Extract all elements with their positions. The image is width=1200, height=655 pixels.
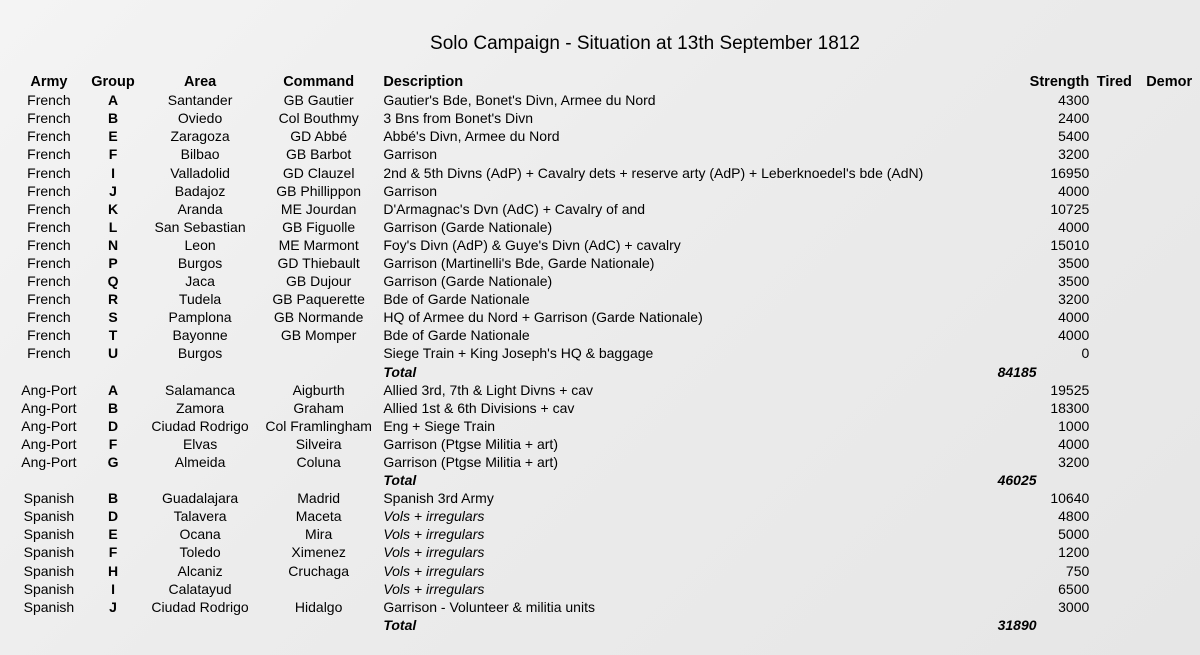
tired-cell: [1090, 254, 1138, 272]
strength-cell: 3500: [1058, 254, 1090, 271]
tired-cell: [1090, 399, 1138, 417]
area-cell: Jaca: [185, 273, 215, 290]
area-cell: Toledo: [179, 544, 221, 561]
table-row: [10, 562, 1200, 580]
description-cell: Garrison (Martinelli's Bde, Garde Nationale): [383, 254, 655, 271]
demor-cell: [1138, 616, 1200, 634]
army-cell: Ang-Port: [21, 399, 77, 416]
description-cell: 3 Bns from Bonet's Divn: [383, 110, 534, 127]
army-cell: Spanish: [23, 598, 75, 615]
command-cell: Madrid: [297, 490, 341, 507]
description-cell: Bde of Garde Nationale: [383, 327, 530, 344]
table-header-row: [10, 73, 1200, 91]
demor-cell: [1138, 381, 1200, 399]
area-cell: Zaragoza: [170, 128, 230, 145]
group-cell: G: [107, 454, 119, 471]
group-cell: P: [108, 254, 118, 271]
strength-cell: 4000: [1058, 218, 1090, 235]
command-cell: GD Clauzel: [282, 164, 355, 181]
army-cell: French: [27, 218, 71, 235]
demor-cell: [1138, 543, 1200, 561]
area-cell: Guadalajara: [161, 490, 239, 507]
area-cell: Ciudad Rodrigo: [151, 598, 249, 615]
strength-cell: 1200: [1058, 544, 1090, 561]
strength-cell: 10725: [1050, 200, 1090, 217]
area-cell: Bilbao: [180, 146, 220, 163]
army-cell: Spanish: [23, 580, 75, 597]
demor-cell: [1138, 489, 1200, 507]
strength-cell: 4300: [1058, 92, 1090, 109]
tired-cell: [1090, 218, 1138, 236]
table-row: [10, 344, 1200, 362]
demor-cell: [1138, 363, 1200, 381]
command-cell: Maceta: [295, 508, 342, 525]
demor-cell: [1138, 562, 1200, 580]
strength-cell: 18300: [1050, 399, 1090, 416]
tired-cell: [1090, 489, 1138, 507]
demor-cell: [1138, 598, 1200, 616]
total-row: [10, 471, 1200, 489]
strength-cell: 19525: [1050, 381, 1090, 398]
demor-cell: [1138, 344, 1200, 362]
table-row: [10, 145, 1200, 163]
table-row: [10, 598, 1200, 616]
command-cell: Mira: [305, 526, 333, 543]
tired-cell: [1090, 326, 1138, 344]
demor-cell: [1138, 91, 1200, 109]
command-cell: [262, 363, 375, 381]
demor-cell: [1138, 435, 1200, 453]
area-cell: Leon: [184, 236, 216, 253]
demor-cell: [1138, 290, 1200, 308]
table-row: [10, 91, 1200, 109]
strength-cell: 1000: [1058, 417, 1090, 434]
army-cell: [10, 363, 88, 381]
command-cell: [262, 616, 375, 634]
group-cell: F: [108, 544, 118, 561]
command-cell: Col Framlingham: [265, 417, 372, 434]
strength-cell: 5000: [1058, 526, 1090, 543]
command-cell: Graham: [293, 399, 344, 416]
army-cell: Spanish: [23, 562, 75, 579]
army-cell: French: [27, 128, 71, 145]
table-row: [10, 507, 1200, 525]
header-army: Army: [30, 74, 68, 91]
army-cell: French: [27, 309, 71, 326]
area-cell: Aranda: [177, 200, 223, 217]
army-cell: French: [27, 291, 71, 308]
army-cell: Ang-Port: [21, 381, 77, 398]
table-row: [10, 182, 1200, 200]
tired-cell: [1090, 182, 1138, 200]
group-cell: B: [107, 399, 119, 416]
command-cell: GB Normande: [273, 309, 364, 326]
table-row: [10, 236, 1200, 254]
area-cell: Valladolid: [170, 164, 230, 181]
army-cell: French: [27, 327, 71, 344]
table-row: [10, 399, 1200, 417]
command-cell: Hidalgo: [294, 598, 343, 615]
description-cell: Garrison: [383, 146, 438, 163]
command-cell: GB Barbot: [285, 146, 352, 163]
table-row: [10, 453, 1200, 471]
army-cell: French: [27, 92, 71, 109]
army-cell: French: [27, 110, 71, 127]
table-row: [10, 489, 1200, 507]
description-cell: Garrison (Garde Nationale): [383, 273, 553, 290]
area-cell: [138, 616, 262, 634]
area-cell: Bayonne: [172, 327, 228, 344]
strength-cell: 4000: [1058, 309, 1090, 326]
area-cell: Salamanca: [165, 381, 236, 398]
area-cell: San Sebastian: [154, 218, 246, 235]
description-cell: Garrison (Garde Nationale): [383, 218, 553, 235]
area-cell: Oviedo: [177, 110, 223, 127]
table-row: [10, 200, 1200, 218]
table-row: [10, 543, 1200, 561]
description-cell: Bde of Garde Nationale: [383, 291, 530, 308]
army-cell: French: [27, 273, 71, 290]
demor-cell: [1138, 182, 1200, 200]
army-cell: French: [27, 254, 71, 271]
demor-cell: [1138, 525, 1200, 543]
group-cell: F: [108, 435, 118, 452]
area-cell: Santander: [167, 92, 233, 109]
document-title: Solo Campaign - Situation at 13th September 1812: [430, 33, 860, 54]
strength-cell: 84185: [997, 363, 1037, 380]
table-row: [10, 272, 1200, 290]
header-description: Description: [383, 74, 464, 91]
group-cell: U: [107, 345, 119, 362]
description-cell: HQ of Armee du Nord + Garrison (Garde Nationale): [383, 309, 703, 326]
area-cell: [138, 471, 262, 489]
command-cell: ME Jourdan: [280, 200, 357, 217]
description-cell: Eng + Siege Train: [383, 417, 496, 434]
description-cell: Allied 1st & 6th Divisions + cav: [383, 399, 575, 416]
area-cell: Calatayud: [168, 580, 232, 597]
group-cell: B: [107, 490, 119, 507]
area-cell: Badajoz: [174, 182, 226, 199]
table-row: [10, 290, 1200, 308]
demor-cell: [1138, 326, 1200, 344]
strength-cell: 31890: [997, 616, 1037, 633]
strength-cell: 2400: [1058, 110, 1090, 127]
description-cell: Total: [383, 363, 417, 380]
strength-cell: 3000: [1058, 598, 1090, 615]
command-cell: Ximenez: [291, 544, 346, 561]
description-cell: Vols + irregulars: [383, 580, 485, 597]
area-cell: Talavera: [173, 508, 227, 525]
group-cell: H: [107, 562, 119, 579]
tired-cell: [1090, 109, 1138, 127]
tired-cell: [1090, 598, 1138, 616]
army-cell: Ang-Port: [21, 435, 77, 452]
demor-cell: [1138, 254, 1200, 272]
header-demor: Demor: [1146, 74, 1193, 91]
table-row: [10, 163, 1200, 181]
tired-cell: [1090, 525, 1138, 543]
strength-cell: 3500: [1058, 273, 1090, 290]
command-cell: GB Momper: [280, 327, 357, 344]
demor-cell: [1138, 453, 1200, 471]
tired-cell: [1090, 543, 1138, 561]
area-cell: [138, 363, 262, 381]
demor-cell: [1138, 471, 1200, 489]
tired-cell: [1090, 381, 1138, 399]
table-row: [10, 580, 1200, 598]
table-row: [10, 381, 1200, 399]
army-cell: French: [27, 200, 71, 217]
group-cell: F: [108, 146, 118, 163]
tired-cell: [1090, 236, 1138, 254]
table-row: [10, 109, 1200, 127]
header-command: Command: [283, 74, 355, 91]
army-cell: Spanish: [23, 526, 75, 543]
command-cell: GD Thiebault: [277, 254, 360, 271]
group-cell: L: [108, 218, 118, 235]
demor-cell: [1138, 507, 1200, 525]
strength-cell: 4000: [1058, 435, 1090, 452]
group-cell: B: [107, 110, 119, 127]
table-row: [10, 254, 1200, 272]
description-cell: Total: [383, 616, 417, 633]
description-cell: Garrison: [383, 182, 438, 199]
group-cell: J: [109, 598, 117, 615]
tired-cell: [1090, 290, 1138, 308]
description-cell: Foy's Divn (AdP) & Guye's Divn (AdC) + cavalry: [383, 236, 681, 253]
description-cell: Garrison (Ptgse Militia + art): [383, 454, 558, 471]
command-cell: GB Phillippon: [276, 182, 362, 199]
command-cell: Coluna: [296, 454, 341, 471]
description-cell: Garrison - Volunteer & militia units: [383, 598, 595, 615]
command-cell: [262, 580, 375, 598]
area-cell: Alcaniz: [177, 562, 223, 579]
group-cell: N: [107, 236, 119, 253]
tired-cell: [1090, 453, 1138, 471]
army-cell: French: [27, 182, 71, 199]
table-row: [10, 326, 1200, 344]
command-cell: ME Marmont: [278, 236, 359, 253]
description-cell: Gautier's Bde, Bonet's Divn, Armee du Nord: [383, 92, 656, 109]
area-cell: Tudela: [178, 291, 222, 308]
demor-cell: [1138, 580, 1200, 598]
strength-cell: 15010: [1050, 236, 1090, 253]
description-cell: Vols + irregulars: [383, 508, 485, 525]
strength-cell: 4800: [1058, 508, 1090, 525]
strength-cell: 46025: [997, 472, 1037, 489]
group-cell: T: [108, 327, 118, 344]
table-row: [10, 435, 1200, 453]
army-cell: Spanish: [23, 490, 75, 507]
total-row: [10, 363, 1200, 381]
demor-cell: [1138, 417, 1200, 435]
tired-cell: [1090, 163, 1138, 181]
demor-cell: [1138, 236, 1200, 254]
area-cell: Zamora: [175, 399, 225, 416]
demor-cell: [1138, 308, 1200, 326]
header-group: Group: [91, 74, 135, 91]
strength-cell: 3200: [1058, 291, 1090, 308]
demor-cell: [1138, 272, 1200, 290]
tired-cell: [1090, 616, 1138, 634]
table-row: [10, 525, 1200, 543]
group-cell: Q: [107, 273, 119, 290]
tired-cell: [1090, 562, 1138, 580]
demor-cell: [1138, 399, 1200, 417]
strength-cell: 10640: [1050, 490, 1090, 507]
army-cell: Spanish: [23, 544, 75, 561]
command-cell: GB Figuolle: [282, 218, 356, 235]
army-cell: Spanish: [23, 508, 75, 525]
area-cell: Ocana: [179, 526, 221, 543]
total-row: [10, 616, 1200, 634]
group-cell: A: [107, 381, 119, 398]
description-cell: Vols + irregulars: [383, 562, 485, 579]
area-cell: Pamplona: [168, 309, 232, 326]
demor-cell: [1138, 145, 1200, 163]
area-cell: Burgos: [177, 345, 223, 362]
tired-cell: [1090, 471, 1138, 489]
tired-cell: [1090, 127, 1138, 145]
tired-cell: [1090, 363, 1138, 381]
army-cell: Ang-Port: [21, 454, 77, 471]
strength-cell: 3200: [1058, 454, 1090, 471]
army-cell: Ang-Port: [21, 417, 77, 434]
group-cell: R: [107, 291, 119, 308]
description-cell: 2nd & 5th Divns (AdP) + Cavalry dets + reserve arty (AdP) + Leberknoedel's bde (AdN): [383, 164, 924, 181]
strength-cell: 16950: [1050, 164, 1090, 181]
group-cell: J: [109, 182, 117, 199]
description-cell: Allied 3rd, 7th & Light Divns + cav: [383, 381, 594, 398]
command-cell: GB Dujour: [285, 273, 352, 290]
group-cell: E: [108, 526, 118, 543]
table-body: [10, 91, 1200, 634]
command-cell: Silveira: [295, 435, 342, 452]
campaign-situation-table: [10, 73, 1200, 634]
strength-cell: 4000: [1058, 327, 1090, 344]
demor-cell: [1138, 127, 1200, 145]
group-cell: [88, 363, 138, 381]
description-cell: Abbé's Divn, Armee du Nord: [383, 128, 560, 145]
group-cell: D: [107, 508, 119, 525]
demor-cell: [1138, 109, 1200, 127]
header-tired: Tired: [1096, 74, 1132, 91]
strength-cell: 0: [1081, 345, 1090, 362]
description-cell: D'Armagnac's Dvn (AdC) + Cavalry of and: [383, 200, 646, 217]
description-cell: Total: [383, 472, 417, 489]
army-cell: French: [27, 345, 71, 362]
strength-cell: 4000: [1058, 182, 1090, 199]
table-row: [10, 127, 1200, 145]
tired-cell: [1090, 580, 1138, 598]
description-cell: Vols + irregulars: [383, 526, 485, 543]
strength-cell: 3200: [1058, 146, 1090, 163]
area-cell: Burgos: [177, 254, 223, 271]
army-cell: French: [27, 236, 71, 253]
group-cell: A: [107, 92, 119, 109]
group-cell: [88, 471, 138, 489]
group-cell: S: [108, 309, 118, 326]
area-cell: Elvas: [182, 435, 218, 452]
army-cell: French: [27, 146, 71, 163]
tired-cell: [1090, 272, 1138, 290]
tired-cell: [1090, 344, 1138, 362]
command-cell: Cruchaga: [288, 562, 349, 579]
demor-cell: [1138, 200, 1200, 218]
area-cell: Almeida: [174, 454, 226, 471]
strength-cell: 5400: [1058, 128, 1090, 145]
area-cell: Ciudad Rodrigo: [151, 417, 249, 434]
army-cell: French: [27, 164, 71, 181]
army-cell: [10, 616, 88, 634]
header-area: Area: [183, 74, 217, 91]
group-cell: [88, 616, 138, 634]
demor-cell: [1138, 163, 1200, 181]
description-cell: Spanish 3rd Army: [383, 490, 494, 507]
description-cell: Garrison (Ptgse Militia + art): [383, 435, 558, 452]
strength-cell: 750: [1065, 562, 1090, 579]
command-cell: [262, 471, 375, 489]
group-cell: D: [107, 417, 119, 434]
demor-cell: [1138, 218, 1200, 236]
table-row: [10, 417, 1200, 435]
command-cell: [262, 344, 375, 362]
table-row: [10, 218, 1200, 236]
header-strength: Strength: [1029, 74, 1090, 91]
command-cell: GD Abbé: [290, 128, 348, 145]
group-cell: E: [108, 128, 118, 145]
command-cell: Aigburth: [292, 381, 345, 398]
group-cell: I: [111, 580, 115, 597]
tired-cell: [1090, 507, 1138, 525]
tired-cell: [1090, 200, 1138, 218]
description-cell: Siege Train + King Joseph's HQ & baggage: [383, 345, 654, 362]
table-row: [10, 308, 1200, 326]
tired-cell: [1090, 417, 1138, 435]
tired-cell: [1090, 308, 1138, 326]
strength-cell: 6500: [1058, 580, 1090, 597]
group-cell: I: [111, 164, 115, 181]
tired-cell: [1090, 435, 1138, 453]
tired-cell: [1090, 91, 1138, 109]
command-cell: Col Bouthmy: [278, 110, 359, 127]
command-cell: GB Paquerette: [272, 291, 365, 308]
command-cell: GB Gautier: [283, 92, 354, 109]
description-cell: Vols + irregulars: [383, 544, 485, 561]
tired-cell: [1090, 145, 1138, 163]
army-cell: [10, 471, 88, 489]
group-cell: K: [107, 200, 119, 217]
